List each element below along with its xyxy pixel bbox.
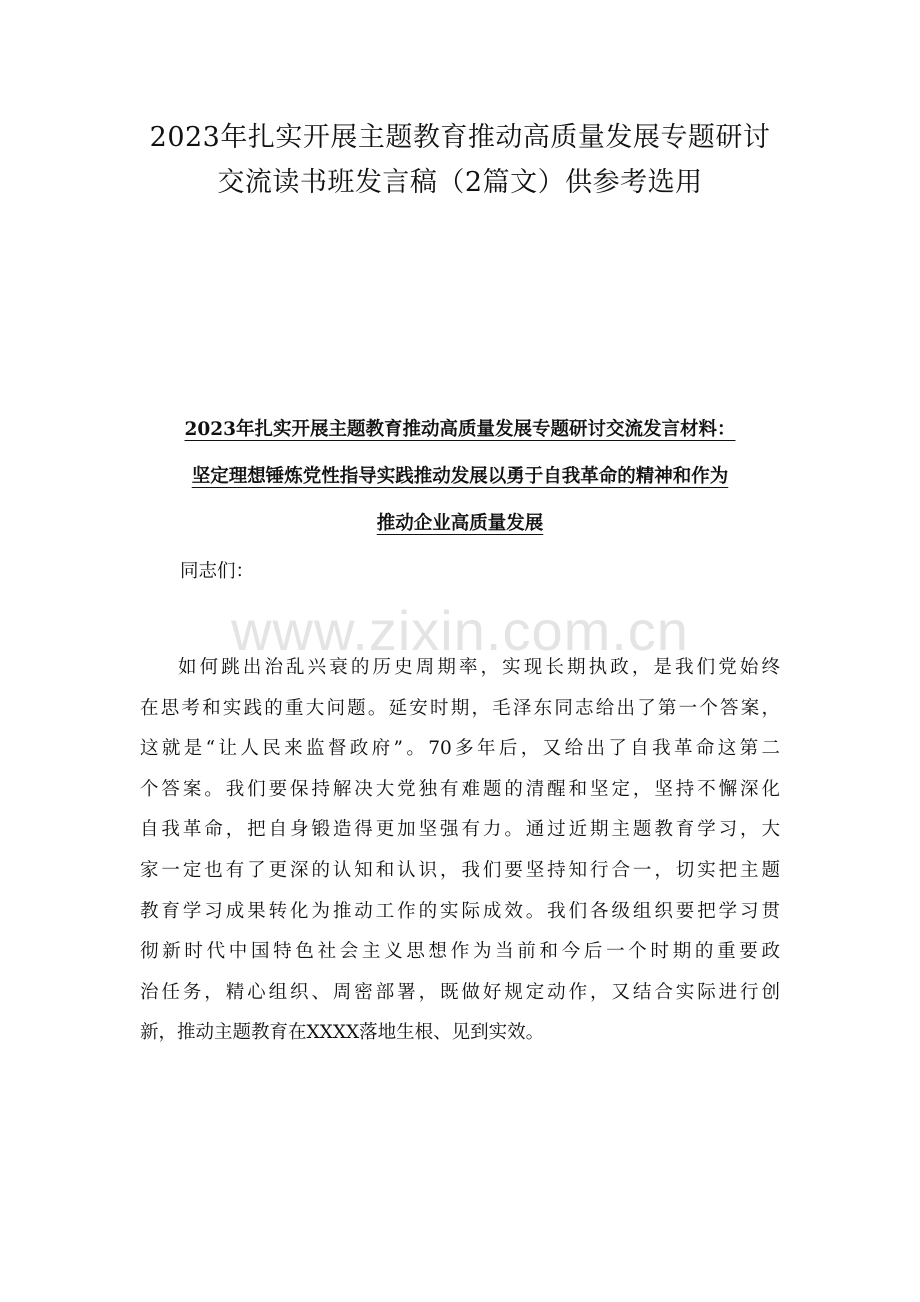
- section-heading: [138, 406, 782, 547]
- paragraph-line: 在思考和实践的重大问题。延安时期，毛泽东同志给出了第一个答案，: [140, 697, 780, 719]
- document-title: [0, 115, 920, 205]
- paragraph-line: 新，推动主题教育在XXXX落地生根、见到实效。: [140, 1022, 545, 1044]
- section-heading-line-2: 坚定理想锤炼党性指导实践推动发展以勇于自我革命的精神和作为: [191, 466, 729, 487]
- title-line-2: 交流读书班发言稿（2篇文）供参考选用: [217, 167, 703, 198]
- title-line-1: 2023年扎实开展主题教育推动高质量发展专题研讨: [149, 122, 771, 153]
- salutation: 同志们：: [180, 561, 255, 582]
- watermark: www.zixin.com.cn: [231, 599, 689, 662]
- paragraph-line: 这就是“让人民来监督政府”。70多年后，又给出了自我革命这第二: [140, 738, 780, 760]
- paragraph-line: 教育学习成果转化为推动工作的实际成效。我们各级组织要把学习贯: [140, 900, 780, 922]
- paragraph-line: 如何跳出治乱兴衰的历史周期率，实现长期执政，是我们党始终: [178, 657, 780, 678]
- paragraph-line: 个答案。我们要保持解决大党独有难题的清醒和坚定，坚持不懈深化: [140, 778, 780, 800]
- paragraph-line: 彻新时代中国特色社会主义思想作为当前和今后一个时期的重要政: [140, 941, 780, 963]
- paragraph-line: 治任务，精心组织、周密部署，既做好规定动作，又结合实际进行创: [140, 981, 780, 1003]
- paragraph-line: 家一定也有了更深的认知和认识，我们要坚持知行合一，切实把主题: [140, 859, 780, 881]
- paragraph-line: 自我革命，把自身锻造得更加坚强有力。通过近期主题教育学习，大: [140, 819, 780, 841]
- body-paragraph: [140, 648, 780, 1054]
- section-heading-line-3: 推动企业高质量发展: [376, 513, 544, 534]
- section-heading-line-1: 2023年扎实开展主题教育推动高质量发展专题研讨交流发言材料：: [184, 419, 736, 440]
